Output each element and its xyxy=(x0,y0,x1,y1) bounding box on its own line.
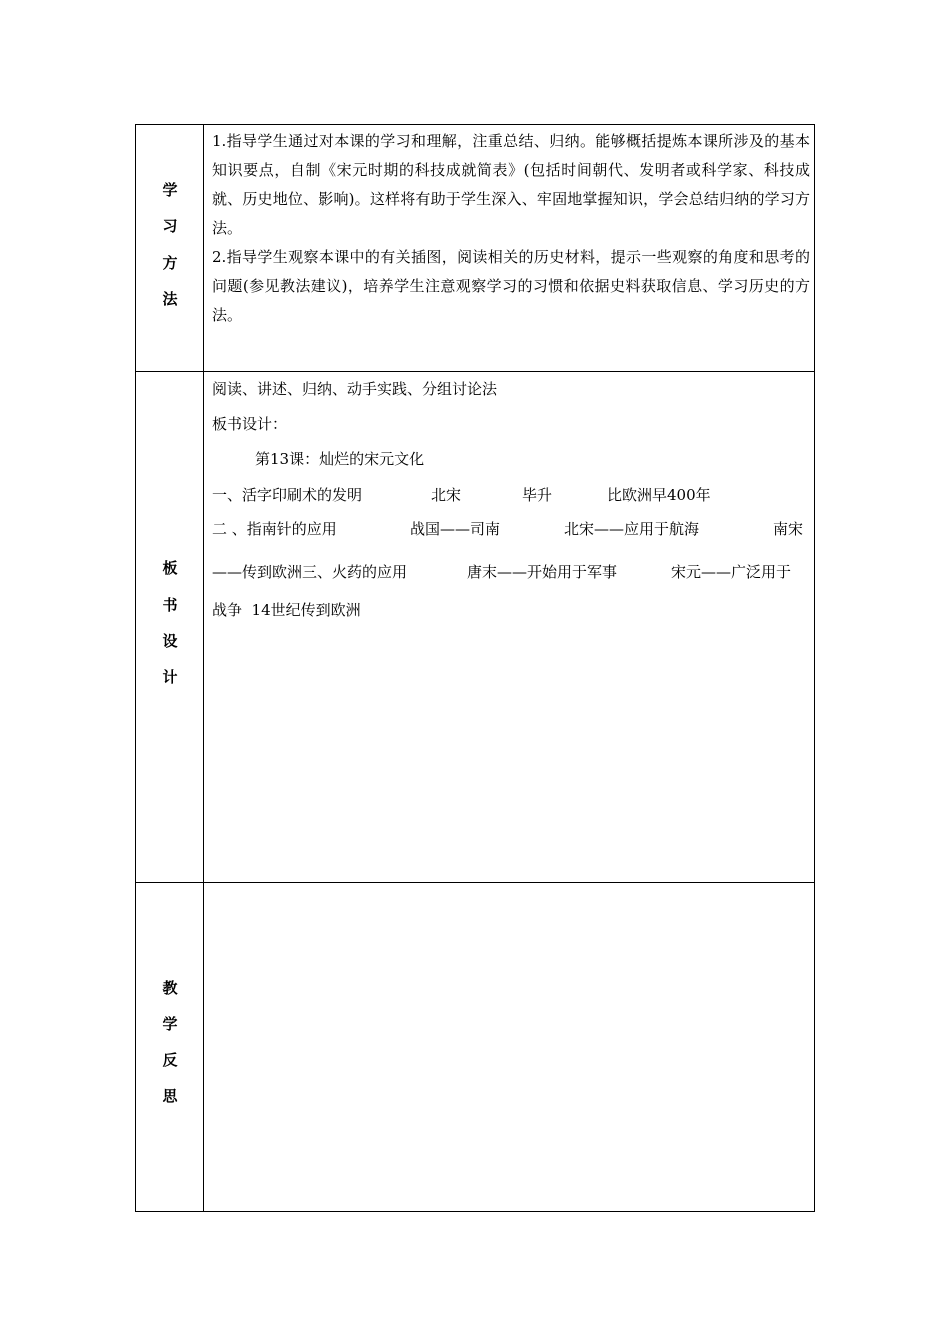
lesson-plan-table xyxy=(135,124,815,1212)
label-char: 设 xyxy=(162,632,178,650)
board-line2-a: 战国——司南 xyxy=(410,520,501,538)
lesson-title: 第13课：灿烂的宋元文化 xyxy=(255,450,425,468)
content-cell-board-design xyxy=(204,372,814,882)
label-char: 反 xyxy=(162,1051,178,1069)
label-char: 学 xyxy=(162,1015,178,1033)
board-line4: 战争 14世纪传到欧洲 xyxy=(212,601,361,619)
label-char: 习 xyxy=(162,217,178,235)
label-cell-reflection xyxy=(136,883,204,1211)
board-line1-dynasty: 北宋 xyxy=(431,486,462,504)
board-line2-item: 二 、指南针的应用 xyxy=(212,520,337,538)
board-line1-item: 一、活字印刷术的发明 xyxy=(212,486,363,504)
teaching-methods: 阅读、讲述、归纳、动手实践、分组讨论法 xyxy=(212,380,498,398)
method-paragraph-1: 1.指导学生通过对本课的学习和理解，注重总结、归纳。能够概括提炼本课所涉及的基本知识要点，自制《宋元时期的科技成就简表》(包括时间朝代、发明者或科学家、科技成就、历史地位、影响)。这样将有助于学生深入、牢固地掌握知识，学会总结归纳的学习方法。 xyxy=(212,132,810,237)
label-char: 思 xyxy=(162,1087,178,1105)
label-char: 方 xyxy=(162,254,178,272)
board-line3-c: 宋元——广泛用于 xyxy=(671,563,792,581)
label-cell-learning-method xyxy=(136,125,204,371)
board-line3-a: ——传到欧洲三、火药的应用 xyxy=(212,563,408,581)
row-learning-method xyxy=(136,125,814,372)
board-line2-c: 南宋 xyxy=(773,520,804,538)
method-paragraph-2: 2.指导学生观察本课中的有关插图，阅读相关的历史材料，提示一些观察的角度和思考的问题(参见教法建议)，培养学生注意观察学习的习惯和依据史料获取信息、学习历史的方法。 xyxy=(212,248,810,324)
label-char: 学 xyxy=(162,181,178,199)
board-line2-b: 北宋——应用于航海 xyxy=(564,520,700,538)
row-board-design xyxy=(136,372,814,883)
board-design-heading: 板书设计： xyxy=(212,415,288,433)
label-char: 书 xyxy=(162,596,178,614)
board-line1-inventor: 毕升 xyxy=(522,486,553,504)
board-line3-b: 唐末——开始用于军事 xyxy=(467,563,618,581)
label-char: 教 xyxy=(162,979,178,997)
row-reflection xyxy=(136,883,814,1211)
label-cell-board-design xyxy=(136,372,204,882)
content-cell-learning-method xyxy=(204,125,814,371)
label-char: 计 xyxy=(162,668,178,686)
label-char: 板 xyxy=(162,559,178,577)
label-char: 法 xyxy=(162,290,178,308)
board-line1-note: 比欧洲早400年 xyxy=(607,486,711,504)
content-cell-reflection xyxy=(204,883,814,1211)
